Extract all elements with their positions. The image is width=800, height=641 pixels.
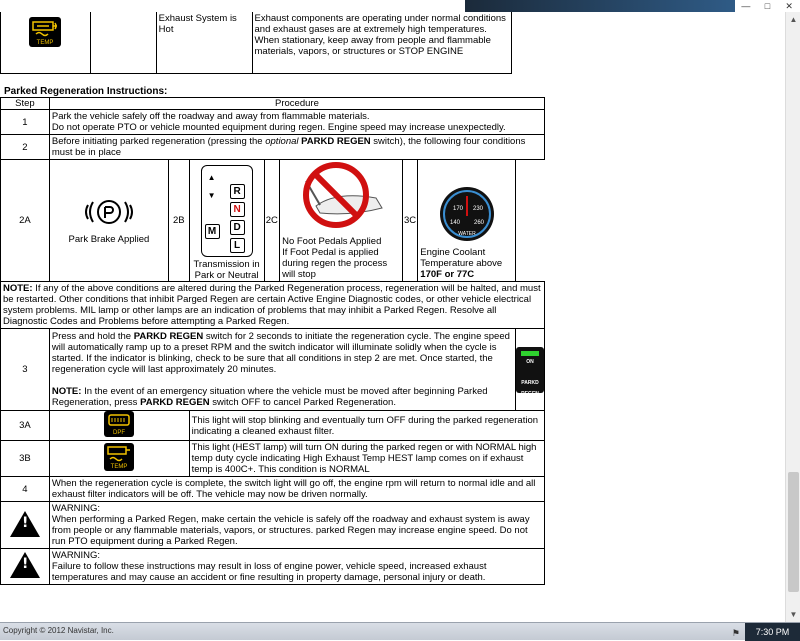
warning-icon: [10, 511, 40, 537]
svg-text:TEMP: TEMP: [37, 40, 54, 46]
table-row: ! WARNING: When performing a Parked Regen, make certain the vehicle is safely off the roadway and exhaust system is away from people or any flammable materials, vapors, or structures. parked Regen may increase engine speed. Do not run PTO equipment during a Parked Regen.: [1, 502, 545, 549]
exhaust-hot-description: Exhaust components are operating under normal conditions and exhaust gases are at extremely high temperatures. When stationary, keep away from people and flammable materials, vapors, or structures or STOP ENGINE: [252, 11, 511, 74]
maximize-icon[interactable]: □: [764, 1, 771, 11]
parkd-regen-switch-icon: ON PARKD REGEN: [516, 347, 544, 393]
hest-temp-icon: [104, 443, 134, 471]
temp-exhaust-icon: [29, 17, 61, 47]
table-row: NOTE: If any of the above conditions are altered during the Parked Regeneration process, regeneration will be halted, and must be restarted. Other conditions that inhibit Parged Regen are certain Active Engine Diagnostic codes, or other vehicle electrical system problems. MIL lamp or other lamps are an indication of problems that may inhibit a Parked Regen. Resolve all Diagnostic Codes and Problems before attempting a Parked Regen.: [1, 282, 545, 329]
scrollbar-thumb[interactable]: [788, 472, 799, 592]
dpf-icon: [104, 411, 134, 437]
svg-text:230: 230: [472, 206, 483, 212]
svg-text:170: 170: [452, 206, 463, 212]
svg-text:260: 260: [473, 220, 484, 226]
flag-icon[interactable]: ⚑: [731, 628, 740, 638]
table-row: 2A Park Brake Applied 2B ▲ ▼ M R N D L Transmission in Park or Neutral 2C No Foot Pedals Applied If Foot Pedal is applied during regen the process will stop 3C 170 230 140 260 WATER Engine Coolant Temperature above 170F or 77C: [1, 160, 545, 282]
svg-text:DPF: DPF: [113, 430, 126, 436]
table-row: 4 When the regeneration cycle is complete, the switch light will go off, the engine rpm will return to normal idle and all exhaust filter indicators will be off. The vehicle may now be driven normally.: [1, 477, 545, 502]
parked-regen-table: [0, 97, 545, 585]
header-step: Step: [1, 98, 50, 110]
scroll-up-icon[interactable]: ▲: [789, 15, 798, 24]
vertical-scrollbar[interactable]: [785, 12, 800, 622]
coolant-gauge-icon: [439, 186, 495, 245]
svg-text:TEMP: TEMP: [110, 464, 128, 470]
scroll-down-icon[interactable]: ▼: [789, 610, 798, 619]
clock[interactable]: 7:30 PM: [745, 623, 800, 641]
table-row: 1 Park the vehicle safely off the roadway and away from flammable materials. Do not operate PTO or vehicle mounted equipment during regen. Engine speed may increase unexpectedly.: [1, 110, 545, 135]
header-procedure: Procedure: [49, 98, 544, 110]
table-row: 3B TEMP This light (HEST lamp) will turn ON during the parked regen or with NORMAL high temp duty cycle indicating High Exhaust Temp HEST lamp comes on if exhaust temp is 400C+. This condition is NORMAL: [1, 441, 545, 477]
table-row: [1, 11, 512, 74]
taskbar: [0, 622, 800, 640]
table-header-row: [1, 98, 545, 110]
svg-text:140: 140: [449, 220, 460, 226]
table-row: 2 Before initiating parked regeneration (pressing the optional PARKD REGEN switch), the following four conditions must be in place: [1, 135, 545, 160]
park-brake-icon: [50, 197, 168, 230]
section-title: Parked Regeneration Instructions:: [4, 86, 168, 97]
title-bar: [0, 0, 800, 12]
no-foot-pedal-icon: [286, 161, 396, 234]
warning-icon: [10, 552, 40, 578]
table-row: 3A DPF This light will stop blinking and eventually turn OFF during the parked regeneration indicating a cleaned exhaust filter.: [1, 411, 545, 441]
close-icon[interactable]: ✕: [785, 1, 793, 11]
copyright-footer: Copyright © 2012 Navistar, Inc.: [3, 626, 114, 635]
minimize-icon[interactable]: —: [741, 1, 751, 11]
gear-selector-icon: ▲ ▼ M R N D L: [201, 165, 253, 257]
table-row: ! WARNING: Failure to follow these instructions may result in loss of engine power, vehicle speed, increased exhaust temperatures and may cause an accident or fine resulting in property damage, personal injury or death.: [1, 549, 545, 585]
table-row: 3 Press and hold the PARKD REGEN switch for 2 seconds to initiate the regeneration cycle. The engine speed will automatically ramp up to a preset RPM and the switch indicator will illuminate solidly when the cycle is started. If the indicator is blinking, check to be sure that all conditions in step 2 are met. Once started, the regeneration cycle will last approximately 20 minutes. NOTE: In the event of an emergency situation where the vehicle must be moved after beginning Parked Regeneration, press PARKD REGEN switch OFF to cancel Parked Regeneration. ON PARKD REGEN: [1, 329, 545, 411]
top-indicator-table: [0, 10, 512, 74]
svg-text:WATER: WATER: [457, 231, 476, 237]
exhaust-hot-label: Exhaust System is Hot: [156, 11, 252, 74]
